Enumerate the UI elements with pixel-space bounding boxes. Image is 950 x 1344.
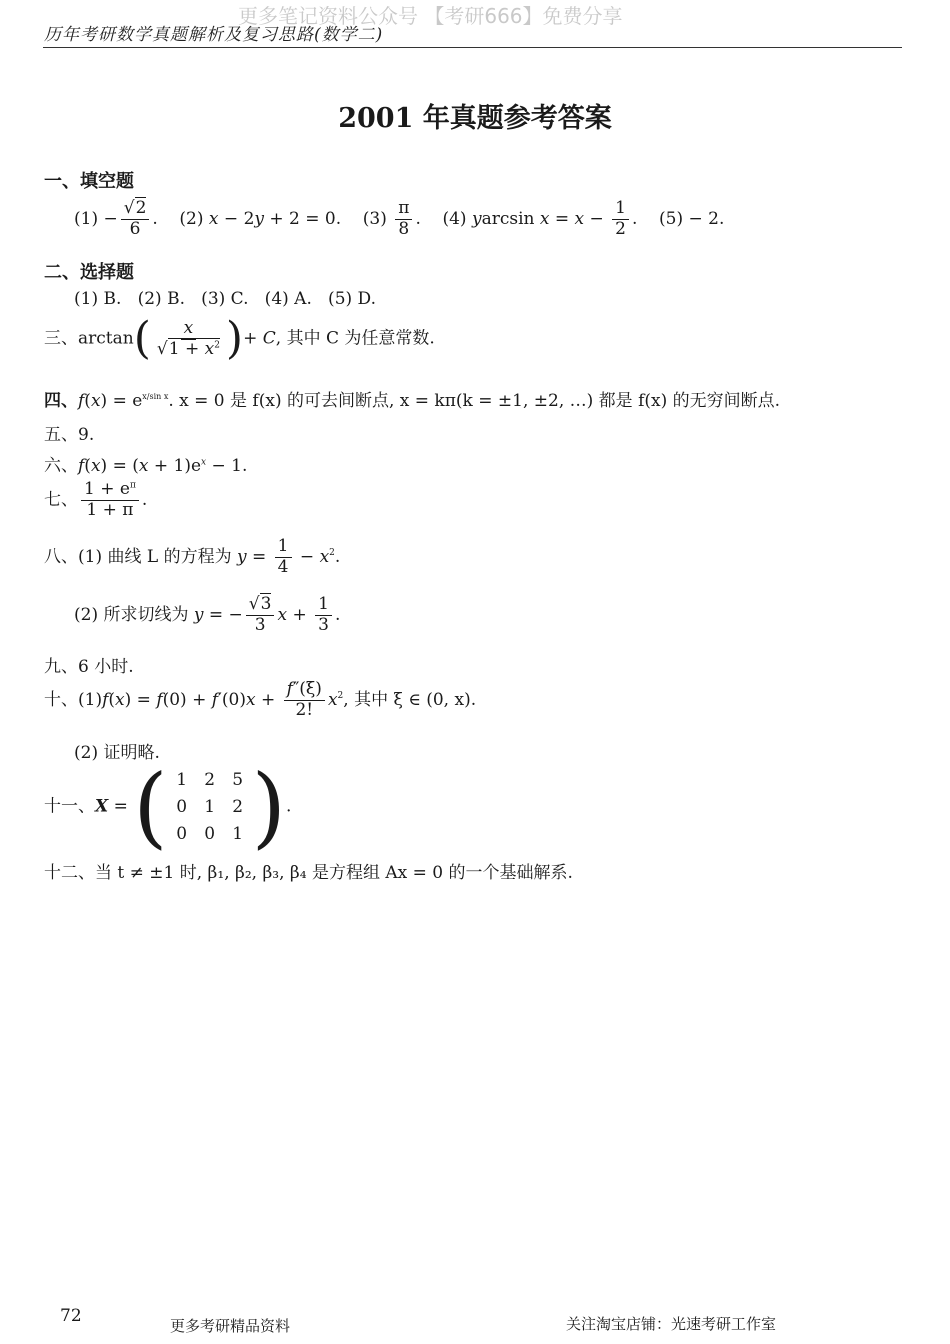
section-3-suffix: 其中 C 为任意常数. <box>286 328 435 349</box>
section-4-label: 四、 <box>44 391 78 411</box>
matrix-cell: 1 <box>176 770 188 790</box>
section-9: 九、6 小时. <box>44 657 134 677</box>
section-6: 六、$f(x) = (x + 1)e^x - 1$. <box>44 456 248 476</box>
section-8-p1-text: (1) 曲线 L 的方程为 <box>78 546 232 567</box>
section-10-part-1: 十、(1)f(x) = f(0) + f′(0)x + $\frac{f''(\xi)}{2!}$ $x^2$, 其中 ξ ∈ (0, x). <box>44 679 477 720</box>
section-1-title: 一、填空题 <box>44 171 134 192</box>
section-10-suffix: 其中 ξ ∈ (0, x). <box>354 689 477 710</box>
matrix-cell: 1 <box>232 824 244 844</box>
section-7-label: 七、 <box>44 489 78 510</box>
page-title: 2001 年真题参考答案 <box>338 103 612 134</box>
matrix-cell: 0 <box>176 797 188 817</box>
matrix-cell: 1 <box>204 797 216 817</box>
matrix-cell: 2 <box>204 770 216 790</box>
matrix-x <box>168 770 252 844</box>
section-8-p2-text: (2) 所求切线为 <box>74 604 189 625</box>
page-number: 72 <box>60 1306 82 1326</box>
header-rule <box>43 47 902 48</box>
section-11-label: 十一、 <box>44 796 95 817</box>
section-6-label: 六、 <box>44 456 78 476</box>
section-2-title: 二、选择题 <box>44 262 134 283</box>
section-3-label: 三、 <box>44 328 78 349</box>
watermark: 更多笔记资料公众号 【考研666】免费分享 <box>238 4 623 28</box>
section-4: 四、$f(x) = e^{x/sin x}$. x = 0 是 f(x) 的可去间断点, x = kπ(k = ±1, ±2, …) 都是 f(x) 的无穷间断点. <box>44 391 781 411</box>
section-11: 十一、X = ( 1 2 5 0 1 2 0 0 1 ). <box>44 755 292 858</box>
section-2-answers: (1) B. (2) B. (3) C. (4) A. (5) D. <box>74 289 376 309</box>
matrix-cell: 0 <box>176 824 188 844</box>
section-10-part-2: (2) 证明略. <box>74 743 160 763</box>
section-1-answers: (1) − $\frac{√2}{6}$ . (2) x − 2y + 2 = 0. (3) $\frac{\pi}{8}$ . (4) yarcsin x = x − $\frac{1}{2}$ . (5) − 2. <box>74 198 725 239</box>
running-header: 历年考研数学真题解析及复习思路(数学二) <box>44 25 384 45</box>
section-10-label: 十、 <box>44 689 78 710</box>
section-8-part-1: 八、(1) 曲线 L 的方程为 y = $\frac{1}{4}$ − $x^2$. <box>44 536 341 577</box>
section-8-part-2: (2) 所求切线为 y = − $\frac{√3}{3}$ x + $\frac{1}{3}$ . <box>74 594 341 635</box>
section-4-text: x = 0 是 f(x) 的可去间断点, x = kπ(k = ±1, ±2, …) 都是 f(x) 的无穷间断点. <box>179 391 781 411</box>
section-8-label: 八、 <box>44 546 78 567</box>
section-5: 五、9. <box>44 425 95 445</box>
matrix-cell: 0 <box>204 824 216 844</box>
footer-right: 关注淘宝店铺：光速考研工作室 <box>566 1315 777 1333</box>
footer-left: 更多考研精品资料 <box>170 1317 291 1335</box>
matrix-cell: 5 <box>232 770 244 790</box>
matrix-cell: 2 <box>232 797 244 817</box>
section-3: 三、arctan( $\frac{x}{√1 + x^2}$ )+ C, 其中 C 为任意常数. <box>44 313 435 364</box>
section-7: 七、 $\frac{1 + e^\pi}{1 + \pi}$ . <box>44 479 148 520</box>
section-12: 十二、当 t ≠ ±1 时, β₁, β₂, β₃, β₄ 是方程组 Ax = 0 的一个基础解系. <box>44 863 573 883</box>
